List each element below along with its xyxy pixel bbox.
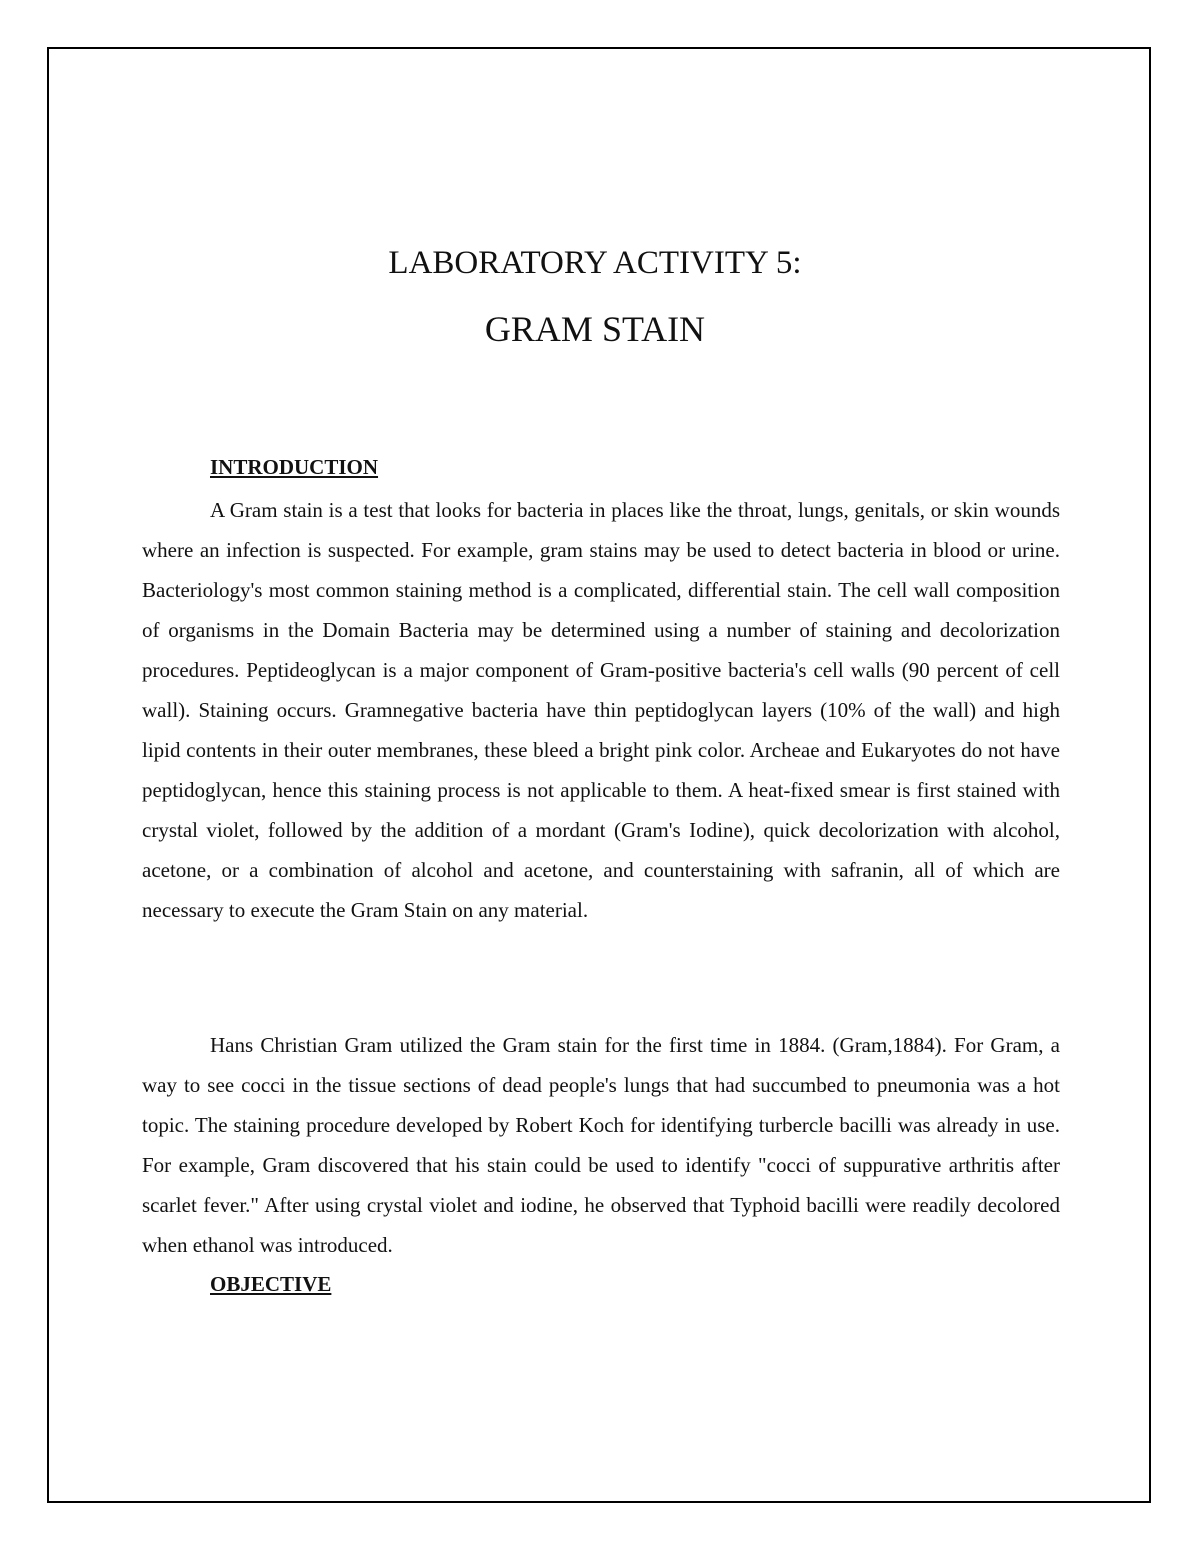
document-title-line-2: GRAM STAIN [484, 309, 706, 349]
introduction-heading: INTRODUCTION [210, 455, 379, 479]
introduction-paragraph-1: A Gram stain is a test that looks for bacteria in places like the throat, lungs, genitals, or skin wounds where an infection is suspected. For example, gram stains may be used to detect bacteria in blood or urine. Bacteriology's most common staining method is a complicated, differential stain. The cell wall composition of organisms in the Domain Bacteria may be determined using a number of staining and decolorization procedures. Peptideoglycan is a major component of Gram-positive bacteria's cell walls (90 percent of cell wall). Staining occurs. Gramnegative bacteria have thin peptidoglycan layers (10% of the wall) and high lipid contents in their outer membranes, these bleed a bright pink color. Archeae and Eukaryotes do not have peptidoglycan, hence this staining process is not applicable to them. A heat-fixed smear is first stained with crystal violet, followed by the addition of a mordant (Gram's Iodine), quick decolorization with alcohol, acetone, or a combination of alcohol and acetone, and counterstaining with safranin, all of which are necessary to execute the Gram Stain on any material. [142, 498, 1060, 922]
introduction-paragraph-2: Hans Christian Gram utilized the Gram stain for the first time in 1884. (Gram,1884). For Gram, a way to see cocci in the tissue sections of dead people's lungs that had succumbed to pneumonia was a hot topic. The staining procedure developed by Robert Koch for identifying turbercle bacilli was already in use. For example, Gram discovered that his stain could be used to identify "cocci of suppurative arthritis after scarlet fever." After using crystal violet and iodine, he observed that Typhoid bacilli were readily decolored when ethanol was introduced. [142, 1033, 1060, 1257]
objective-heading: OBJECTIVE [210, 1272, 332, 1296]
document-title-line-1: LABORATORY ACTIVITY 5: [388, 245, 802, 281]
